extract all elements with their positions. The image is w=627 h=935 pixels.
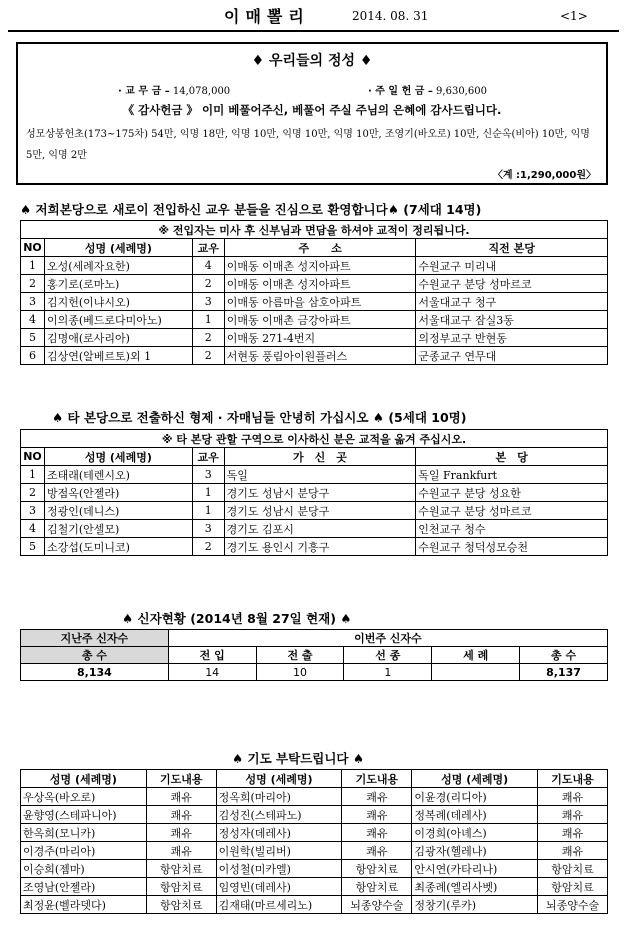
farewell-cell: 조태래(테렌시오) bbox=[44, 466, 192, 484]
farewell-cell: 수원교구 분당 성요한 bbox=[416, 484, 608, 502]
welcome-cell: 이매동 271-4번지 bbox=[224, 329, 416, 347]
farewell-header-cell: 성명 (세례명) bbox=[44, 448, 192, 466]
prayer-cell: 쾌유 bbox=[146, 824, 216, 842]
table-row bbox=[21, 311, 608, 329]
prayer-header-cell: 성명 (세례명) bbox=[412, 770, 538, 788]
farewell-cell: 경기도 용인시 기흥구 bbox=[224, 538, 416, 556]
welcome-note: ※ 전입자는 미사 후 신부님과 면담을 하셔야 교적이 정리됩니다. bbox=[21, 221, 608, 239]
thanks-offering-donors: 성모상봉헌초(173~175차) 54만, 익명 18만, 익명 10만, 익명 10만, 익명 10만, 조영기(바오로) 10만, 신순옥(비아) 10만, 익명 5만, 익명 2만 bbox=[26, 129, 590, 161]
prayer-cell: 김성진(스테파노) bbox=[216, 806, 342, 824]
welcome-cell: 서현동 풍림아이원플러스 bbox=[224, 347, 416, 365]
table-row bbox=[21, 788, 608, 806]
prayer-cell: 항암치료 bbox=[538, 860, 608, 878]
farewell-cell: 방점옥(안젤라) bbox=[44, 484, 192, 502]
prayer-cell: 쾌유 bbox=[342, 788, 412, 806]
table-row bbox=[21, 293, 608, 311]
welcome-cell: 오성(세례자요한) bbox=[44, 257, 192, 275]
welcome-cell: 4 bbox=[192, 257, 224, 275]
farewell-cell: 김철기(안셀모) bbox=[44, 520, 192, 538]
teaching-due bbox=[118, 82, 230, 97]
prayer-cell: 항암치료 bbox=[146, 896, 216, 914]
welcome-cell: 2 bbox=[192, 347, 224, 365]
table-row bbox=[21, 275, 608, 293]
farewell-note: ※ 타 본당 관할 구역으로 이사하신 분은 교적을 옮겨 주십시오. bbox=[21, 430, 608, 448]
prayer-cell: 이경주(마리아) bbox=[21, 842, 147, 860]
prayer-cell: 최정윤(벨라뎃다) bbox=[21, 896, 147, 914]
farewell-cell: 경기도 김포시 bbox=[224, 520, 416, 538]
welcome-cell: 6 bbox=[21, 347, 45, 365]
farewell-cell: 경기도 성남시 분당구 bbox=[224, 484, 416, 502]
prayer-table bbox=[20, 769, 608, 914]
sunday-offering-label: · 주 일 헌 금 – bbox=[368, 86, 433, 97]
welcome-cell: 김명애(로사리아) bbox=[44, 329, 192, 347]
farewell-cell: 수원교구 분당 성마르코 bbox=[416, 502, 608, 520]
welcome-cell: 군종교구 연무대 bbox=[416, 347, 608, 365]
prayer-cell: 쾌유 bbox=[538, 842, 608, 860]
stats-table bbox=[20, 629, 608, 681]
prayer-cell: 우상옥(바오로) bbox=[21, 788, 147, 806]
table-row bbox=[21, 878, 608, 896]
prayer-header-cell: 성명 (세례명) bbox=[21, 770, 147, 788]
farewell-cell: 소강섭(도미니코) bbox=[44, 538, 192, 556]
farewell-cell: 4 bbox=[21, 520, 45, 538]
prayer-cell: 최종례(엘리사벳) bbox=[412, 878, 538, 896]
prayer-cell: 윤향영(스테파니아) bbox=[21, 806, 147, 824]
farewell-cell: 2 bbox=[21, 484, 45, 502]
welcome-cell: 수원교구 분당 성마르코 bbox=[416, 275, 608, 293]
prayer-header-cell: 기도내용 bbox=[342, 770, 412, 788]
newsletter-title: 이매뽈리 bbox=[224, 7, 310, 26]
prayer-header-cell: 기도내용 bbox=[146, 770, 216, 788]
table-row bbox=[21, 484, 608, 502]
welcome-cell: 서울대교구 잠실3동 bbox=[416, 311, 608, 329]
prayer-cell: 안시연(카타리나) bbox=[412, 860, 538, 878]
welcome-cell: 이매동 이매촌 성지아파트 bbox=[224, 275, 416, 293]
prayer-cell: 이원학(빌리버) bbox=[216, 842, 342, 860]
welcome-cell: 2 bbox=[192, 329, 224, 347]
welcome-cell: 2 bbox=[192, 275, 224, 293]
prayer-cell: 쾌유 bbox=[538, 788, 608, 806]
stats-value-cell: 8,137 bbox=[520, 664, 608, 681]
welcome-cell: 5 bbox=[21, 329, 45, 347]
prayer-title: ♠ 기도 부탁드립니다 ♠ bbox=[232, 751, 365, 766]
prayer-cell: 항암치료 bbox=[146, 878, 216, 896]
welcome-cell: 이매동 아름마을 삼호아파트 bbox=[224, 293, 416, 311]
this-week-label: 이번주 신자수 bbox=[168, 630, 607, 647]
farewell-header-cell: 가 신 곳 bbox=[224, 448, 416, 466]
prayer-cell: 김광자(헬레나) bbox=[412, 842, 538, 860]
offering-title: ♦ 우리들의 정성 ♦ bbox=[251, 53, 373, 69]
welcome-cell: 이매동 이매촌 금강아파트 bbox=[224, 311, 416, 329]
stats-title: ♠ 신자현황 (2014년 8월 27일 현재) ♠ bbox=[122, 611, 352, 626]
sunday-offering bbox=[368, 82, 487, 97]
table-row bbox=[21, 842, 608, 860]
farewell-cell: 경기도 성남시 분당구 bbox=[224, 502, 416, 520]
prayer-cell: 이성철(미카엘) bbox=[216, 860, 342, 878]
prayer-cell: 임영빈(데레사) bbox=[216, 878, 342, 896]
prayer-cell: 정옥희(마리아) bbox=[216, 788, 342, 806]
farewell-cell: 2 bbox=[192, 538, 224, 556]
farewell-cell: 정광인(데니스) bbox=[44, 502, 192, 520]
table-row bbox=[21, 896, 608, 914]
farewell-cell: 3 bbox=[21, 502, 45, 520]
welcome-cell: 의정부교구 반현동 bbox=[416, 329, 608, 347]
header-divider bbox=[8, 30, 619, 32]
welcome-cell: 김상연(알베르토)외 1 bbox=[44, 347, 192, 365]
issue-date: 2014. 08. 31 bbox=[352, 9, 429, 23]
prayer-cell: 쾌유 bbox=[538, 806, 608, 824]
farewell-cell: 3 bbox=[192, 466, 224, 484]
welcome-header-cell: 주 소 bbox=[224, 239, 416, 257]
prayer-header-cell: 성명 (세례명) bbox=[216, 770, 342, 788]
welcome-title: ♠ 저희본당으로 새로이 전입하신 교우 분들을 진심으로 환영합니다♠ (7세대 14명) bbox=[20, 202, 482, 217]
welcome-table bbox=[20, 220, 608, 365]
farewell-cell: 1 bbox=[192, 484, 224, 502]
prayer-cell: 쾌유 bbox=[146, 788, 216, 806]
sunday-offering-value: 9,630,600 bbox=[436, 86, 487, 97]
prayer-cell: 항암치료 bbox=[146, 860, 216, 878]
farewell-cell: 1 bbox=[192, 502, 224, 520]
welcome-header-cell: 직전 본당 bbox=[416, 239, 608, 257]
farewell-cell: 인천교구 청수 bbox=[416, 520, 608, 538]
table-row bbox=[21, 860, 608, 878]
welcome-cell: 이의종(베드로다미아노) bbox=[44, 311, 192, 329]
farewell-cell: 1 bbox=[21, 466, 45, 484]
farewell-header-cell: 본 당 bbox=[416, 448, 608, 466]
stats-header-cell: 선 종 bbox=[344, 647, 432, 664]
prayer-cell: 뇌종양수술 bbox=[342, 896, 412, 914]
farewell-cell: 수원교구 청덕성모승천 bbox=[416, 538, 608, 556]
stats-value-cell bbox=[432, 664, 520, 681]
last-week-label: 지난주 신자수 bbox=[21, 630, 169, 647]
welcome-cell: 김지헌(이냐시오) bbox=[44, 293, 192, 311]
prayer-cell: 이경희(아녜스) bbox=[412, 824, 538, 842]
prayer-cell: 정창기(루카) bbox=[412, 896, 538, 914]
farewell-cell: 독일 Frankfurt bbox=[416, 466, 608, 484]
stats-value-cell: 14 bbox=[168, 664, 256, 681]
prayer-cell: 정복례(데레사) bbox=[412, 806, 538, 824]
prayer-cell: 항암치료 bbox=[342, 878, 412, 896]
welcome-header-cell: NO bbox=[21, 239, 45, 257]
welcome-cell: 이매동 이매촌 성지아파트 bbox=[224, 257, 416, 275]
farewell-title: ♠ 타 본당으로 전출하신 형제 · 자매님들 안녕히 가십시오 ♠ (5세대 10명) bbox=[52, 410, 467, 425]
offering-box bbox=[16, 42, 608, 185]
prayer-cell: 이승희(젬마) bbox=[21, 860, 147, 878]
welcome-cell: 4 bbox=[21, 311, 45, 329]
prayer-header-cell: 기도내용 bbox=[538, 770, 608, 788]
table-row bbox=[21, 502, 608, 520]
welcome-cell: 수원교구 미리내 bbox=[416, 257, 608, 275]
prayer-cell: 김재태(마르세리노) bbox=[216, 896, 342, 914]
stats-value-cell: 1 bbox=[344, 664, 432, 681]
welcome-header-cell: 성명 (세례명) bbox=[44, 239, 192, 257]
table-row bbox=[21, 257, 608, 275]
prayer-cell: 쾌유 bbox=[146, 806, 216, 824]
welcome-cell: 홍기로(로마노) bbox=[44, 275, 192, 293]
welcome-header-cell: 교우 bbox=[192, 239, 224, 257]
prayer-cell: 이윤경(리디아) bbox=[412, 788, 538, 806]
stats-header-cell: 총 수 bbox=[520, 647, 608, 664]
welcome-cell: 1 bbox=[192, 311, 224, 329]
teaching-due-label: · 교 무 금 – bbox=[118, 86, 170, 97]
table-row bbox=[21, 466, 608, 484]
thanks-offering-heading: 《 감사헌금 》 이미 베풀어주신, 베풀어 주실 주님의 은혜에 감사드립니다. bbox=[122, 103, 502, 117]
table-row bbox=[21, 520, 608, 538]
table-row bbox=[21, 824, 608, 842]
welcome-cell: 3 bbox=[21, 293, 45, 311]
prayer-cell: 항암치료 bbox=[538, 878, 608, 896]
welcome-cell: 2 bbox=[21, 275, 45, 293]
table-row bbox=[21, 329, 608, 347]
prayer-cell: 항암치료 bbox=[342, 860, 412, 878]
stats-header-cell: 세 례 bbox=[432, 647, 520, 664]
prayer-cell: 쾌유 bbox=[538, 824, 608, 842]
prayer-cell: 정성자(데레사) bbox=[216, 824, 342, 842]
stats-value-cell: 10 bbox=[256, 664, 344, 681]
prayer-cell: 쾌유 bbox=[342, 824, 412, 842]
stats-header-cell: 총 수 bbox=[21, 647, 169, 664]
welcome-cell: 3 bbox=[192, 293, 224, 311]
page-number: <1> bbox=[560, 9, 588, 23]
stats-value-cell: 8,134 bbox=[21, 664, 169, 681]
prayer-cell: 쾌유 bbox=[146, 842, 216, 860]
farewell-cell: 3 bbox=[192, 520, 224, 538]
thanks-offering-total: 〈계 :1,290,000원〉 bbox=[492, 170, 596, 181]
prayer-cell: 한옥희(모니카) bbox=[21, 824, 147, 842]
table-row bbox=[21, 538, 608, 556]
farewell-cell: 독일 bbox=[224, 466, 416, 484]
table-row bbox=[21, 347, 608, 365]
welcome-cell: 1 bbox=[21, 257, 45, 275]
table-row bbox=[21, 806, 608, 824]
farewell-header-cell: 교우 bbox=[192, 448, 224, 466]
prayer-cell: 쾌유 bbox=[342, 806, 412, 824]
farewell-table bbox=[20, 429, 608, 556]
stats-header-cell: 전 출 bbox=[256, 647, 344, 664]
stats-header-cell: 전 입 bbox=[168, 647, 256, 664]
teaching-due-value: 14,078,000 bbox=[172, 86, 231, 97]
farewell-header-cell: NO bbox=[21, 448, 45, 466]
welcome-cell: 서울대교구 청구 bbox=[416, 293, 608, 311]
farewell-cell: 5 bbox=[21, 538, 45, 556]
prayer-cell: 쾌유 bbox=[342, 842, 412, 860]
prayer-cell: 뇌종양수술 bbox=[538, 896, 608, 914]
prayer-cell: 조영남(안젤라) bbox=[21, 878, 147, 896]
